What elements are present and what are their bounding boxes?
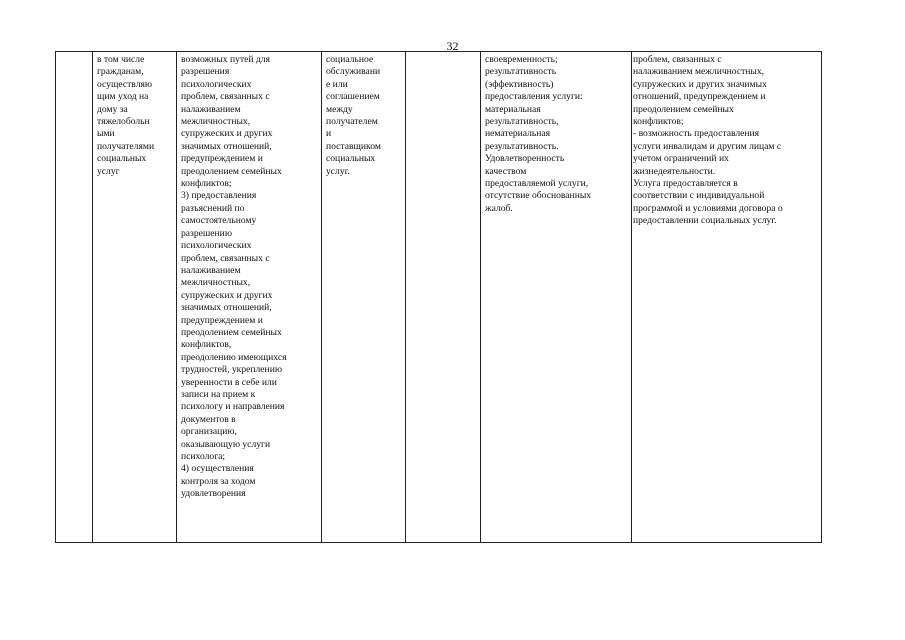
column-divider [405, 52, 406, 542]
page-number: 32 [446, 39, 459, 53]
column-divider [92, 52, 93, 542]
cell-service-description: возможных путей для разрешения психологических проблем, связанных с налаживанием межличностных, супружеских и других значимых отношений, предупреждением и преодолением семейных конфликтов; 3) предоставления разъяснений по самостоятельному разрешению психологических проблем, связанных с налаживанием межличностных, супружеских и других значимых отношений, предупреждением и преодолением семейных конфликтов, преодолению имеющихся трудностей, укреплению уверенности в себе или записи на прием к психологу и направления документов в организацию, оказывающую услуги психолога; 4) осуществления контроля за ходом удовлетворения [181, 54, 287, 500]
cell-conditions: социальное обслуживани е или соглашением между получателем и поставщиком социальных услуг. [326, 54, 381, 177]
cell-recipients: в том числе гражданам, осуществляю щим уход на дому за тяжелобольн ыми получателями социальных услуг [97, 54, 155, 177]
column-divider [631, 52, 632, 542]
services-table [55, 51, 822, 543]
column-divider [176, 52, 177, 542]
column-divider [321, 52, 322, 542]
cell-provision-conditions: проблем, связанных с налаживанием межличностных, супружеских и других значимых отношений, предупреждением и преодолением семейных конфликтов; - возможность предоставления услуги инвалидам и другим лицам с учетом ограничений их жизнедеятельности. Услуга предоставляется в соответствии с индивидуальной программой и условиями договора о предоставлении социальных услуг. [633, 54, 783, 227]
column-divider [480, 52, 481, 542]
cell-quality-indicators: своевременность; результативность (эффективность) предоставления услуги: материальная результативность, нематериальная результативность. Удовлетворенность качеством предоставляемой услуги, отсутствие обоснованных жалоб. [485, 54, 592, 214]
